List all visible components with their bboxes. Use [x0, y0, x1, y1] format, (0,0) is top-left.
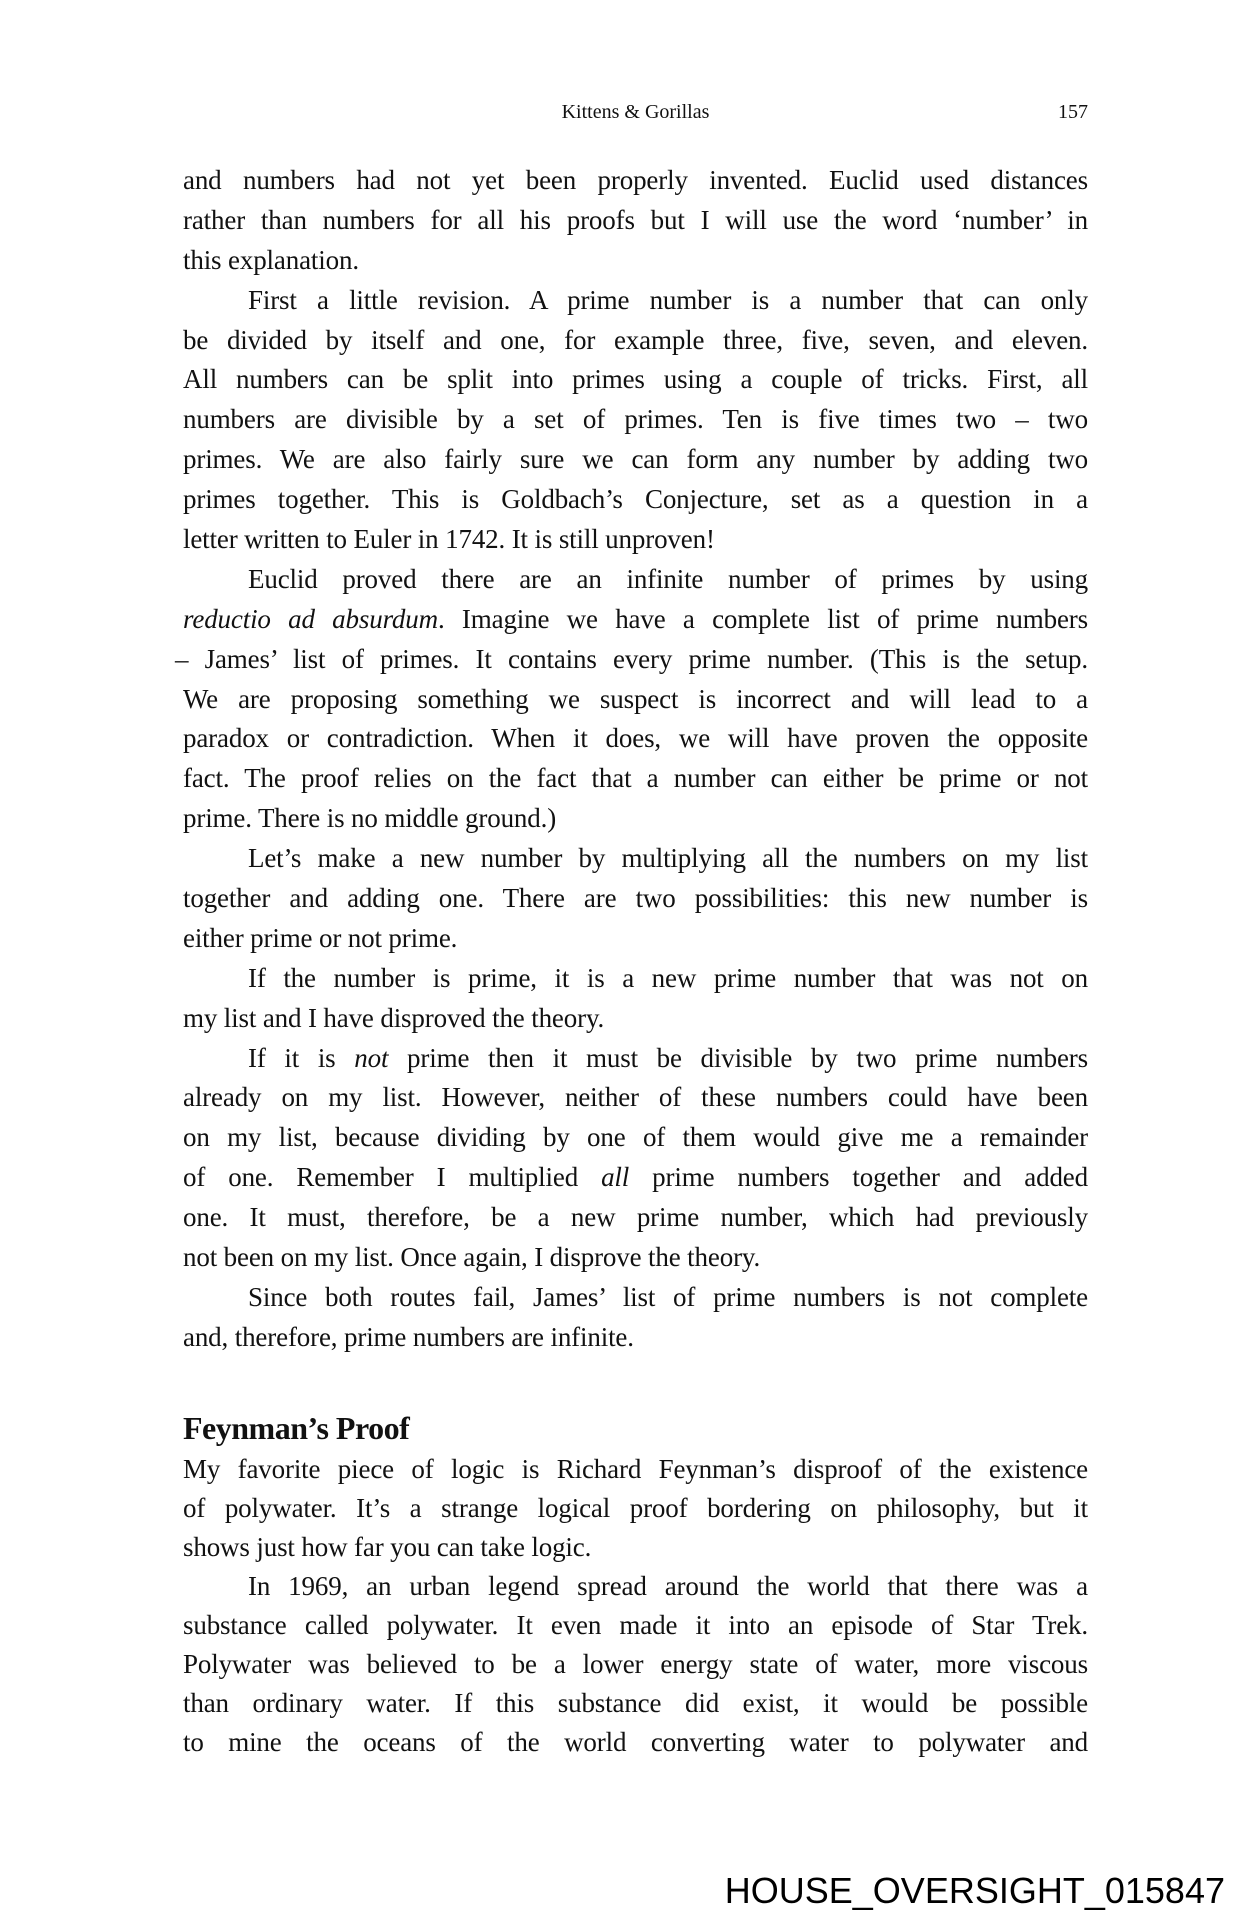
- text-line: this explanation.: [183, 244, 359, 275]
- section-heading: Feynman’s Proof: [183, 1410, 410, 1446]
- text-line: [183, 600, 1088, 640]
- text-line: – James’ list of primes. It contains every prime number. (This is the setup.: [175, 643, 1088, 674]
- text-line: and, therefore, prime numbers are infinite.: [183, 1321, 634, 1352]
- text-fragment: prime numbers together and added: [629, 1162, 1088, 1193]
- text-line: First a little revision. A prime number is a number that can only: [248, 284, 1088, 315]
- text-line: one. It must, therefore, be a new prime number, which had previously: [183, 1202, 1088, 1233]
- text-line: substance called polywater. It even made it into an episode of Star Trek.: [183, 1610, 1088, 1640]
- text-line: either prime or not prime.: [183, 922, 458, 953]
- bates-stamp: HOUSE_OVERSIGHT_015847: [724, 1870, 1225, 1911]
- text-line: prime. There is no middle ground.): [183, 803, 557, 834]
- text-fragment: of one. Remember I multiplied: [183, 1162, 602, 1193]
- text-fragment: prime then it must be divisible by two prime numbers: [388, 1042, 1088, 1073]
- text-fragment: . Imagine we have a complete list of prime numbers: [437, 603, 1088, 634]
- text-line: [183, 1158, 1088, 1198]
- text-line: Since both routes fail, James’ list of prime numbers is not complete: [248, 1281, 1088, 1312]
- text-line: on my list, because dividing by one of them would give me a remainder: [183, 1122, 1088, 1153]
- text-fragment: If it is: [248, 1042, 355, 1073]
- italic-word: all: [601, 1162, 630, 1193]
- text-line: than ordinary water. If this substance did exist, it would be possible: [183, 1688, 1088, 1718]
- text-line: be divided by itself and one, for example three, five, seven, and eleven.: [183, 324, 1088, 355]
- text-line: If the number is prime, it is a new prime number that was not on: [248, 962, 1088, 993]
- text-line: together and adding one. There are two possibilities: this new number is: [183, 883, 1088, 914]
- text-line: numbers are divisible by a set of primes. Ten is five times two – two: [183, 404, 1088, 435]
- italic-word: not: [354, 1042, 389, 1073]
- text-line: My favorite piece of logic is Richard Feynman’s disproof of the existence: [183, 1454, 1088, 1484]
- page-number: 157: [1058, 101, 1088, 123]
- text-line: letter written to Euler in 1742. It is still unproven!: [183, 524, 715, 555]
- text-line: shows just how far you can take logic.: [183, 1532, 592, 1562]
- text-line: already on my list. However, neither of these numbers could have been: [183, 1082, 1088, 1113]
- text-line: of polywater. It’s a strange logical proof bordering on philosophy, but it: [183, 1493, 1088, 1523]
- text-line: my list and I have disproved the theory.: [183, 1002, 605, 1033]
- text-line: Polywater was believed to be a lower energy state of water, more viscous: [183, 1649, 1088, 1679]
- text-line: to mine the oceans of the world converting water to polywater and: [183, 1727, 1088, 1757]
- text-line: Euclid proved there are an infinite number of primes by using: [248, 563, 1088, 594]
- text-line: We are proposing something we suspect is incorrect and will lead to a: [183, 683, 1088, 714]
- section-body-text: [183, 1450, 1088, 1762]
- running-title: Kittens & Gorillas: [561, 101, 710, 123]
- text-line: All numbers can be split into primes using a couple of tricks. First, all: [183, 364, 1088, 395]
- text-line: [183, 1039, 1088, 1079]
- text-line: primes together. This is Goldbach’s Conjecture, set as a question in a: [183, 484, 1088, 515]
- text-line: fact. The proof relies on the fact that a number can either be prime or not: [183, 763, 1088, 794]
- text-line: primes. We are also fairly sure we can form any number by adding two: [183, 444, 1088, 475]
- body-text: [175, 161, 1088, 1358]
- text-line: and numbers had not yet been properly invented. Euclid used distances: [183, 165, 1088, 195]
- text-line: paradox or contradiction. When it does, we will have proven the opposite: [183, 723, 1088, 754]
- running-header: [183, 100, 1088, 124]
- text-line: Let’s make a new number by multiplying all the numbers on my list: [248, 843, 1088, 874]
- text-line: rather than numbers for all his proofs but I will use the word ‘number’ in: [183, 204, 1088, 235]
- text-line: In 1969, an urban legend spread around the world that there was a: [248, 1571, 1088, 1601]
- text-line: not been on my list. Once again, I disprove the theory.: [183, 1242, 761, 1273]
- italic-phrase: reductio ad absurdum: [183, 603, 438, 634]
